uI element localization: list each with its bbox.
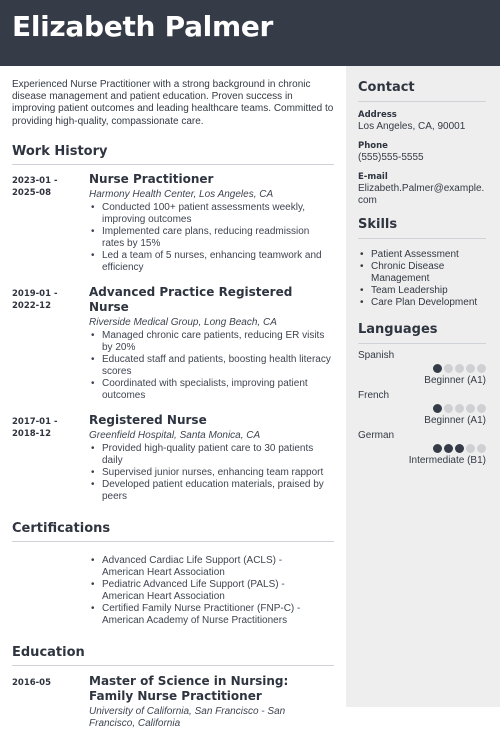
job-dates [12,172,89,274]
language-rating [433,444,486,453]
certification-item: • Certified Family Nurse Practitioner (FNP-C) - American Academy of Nurse Practitioners [89,603,321,627]
languages-title: Languages [358,322,438,337]
address-label: Address [358,110,397,120]
job-bullet: • Implemented care plans, reducing readmission rates by 15% [89,226,334,250]
language-item [358,350,488,386]
language-level: Beginner (A1) [424,375,486,386]
rating-dot-empty [444,404,453,413]
rating-dot-filled [433,404,442,413]
job-company: Harmony Health Center, Los Angeles, CA [89,188,274,200]
rating-dot-empty [477,364,486,373]
degree-title: Master of Science in Nursing: Family Nurse Practitioner [89,673,289,703]
professional-summary: Experienced Nurse Practitioner with a strong background in chronic disease management and patient education. Proven success in improving patient outcomes and leading healthcare teams. Committed to providing high-quality, compassionate care. [12,79,334,127]
skill-item: • Team Leadership [358,285,486,297]
job-bullet: • Conducted 100+ patient assessments weekly, improving outcomes [89,202,334,226]
skill-item: • Care Plan Development [358,297,486,309]
rating-dot-empty [455,364,464,373]
job-start-date: 2017-01 - [12,416,58,427]
job-company: Riverside Medical Group, Long Beach, CA [89,316,277,328]
rating-dot-empty [455,404,464,413]
job-start-date: 2023-01 - [12,175,58,186]
section-divider [12,541,334,542]
job-title: Nurse Practitioner [89,171,214,186]
job-bullet: • Developed patient education materials, praised by peers [89,479,334,503]
rating-dot-empty [477,404,486,413]
job-bullet: • Supervised junior nurses, enhancing team rapport [89,467,334,479]
main-column [12,66,334,730]
job-entry [12,285,334,402]
language-item [358,430,488,466]
job-bullet: • Provided high-quality patient care to 30 patients daily [89,443,334,467]
skill-item: • Chronic Disease Management [358,261,486,285]
certifications-title: Certifications [12,520,111,536]
candidate-name: Elizabeth Palmer [12,10,274,43]
job-company: Greenfield Hospital, Santa Monica, CA [89,429,261,441]
education-title: Education [12,644,85,660]
certification-item: • Pediatric Advanced Life Support (PALS) - American Heart Association [89,579,321,603]
section-divider [358,343,486,344]
certifications-section [12,521,334,627]
rating-dot-filled [433,364,442,373]
education-section [12,645,334,730]
job-entry [12,172,334,274]
resume-header [0,0,500,66]
rating-dot-empty [466,364,475,373]
work-history-section [12,144,334,503]
language-rating [433,364,486,373]
education-date: 2016-05 [12,677,52,688]
section-divider [358,238,486,239]
certification-item: • Advanced Cardiac Life Support (ACLS) - American Heart Association [89,555,321,579]
languages-section [358,322,486,344]
language-item [358,390,488,426]
rating-dot-empty [466,404,475,413]
school-name: University of California, San Francisco - San Francisco, California [89,705,286,729]
email-value[interactable] [358,183,486,207]
contact-title: Contact [358,80,415,95]
work-history-title: Work History [12,143,108,159]
job-end-date: 2025-08 [12,187,52,198]
rating-dot-empty [444,364,453,373]
job-bullet: • Managed chronic care patients, reducing ER visits by 20% [89,330,334,354]
skills-section [358,217,486,309]
rating-dot-filled [444,444,453,453]
rating-dot-empty [477,444,486,453]
email-line: Elizabeth.Palmer@example. [358,183,485,194]
education-entry [12,674,334,730]
rating-dot-filled [433,444,442,453]
section-divider [12,665,334,666]
job-end-date: 2022-12 [12,300,52,311]
contact-section [358,80,486,207]
job-entry [12,413,334,503]
language-name: German [358,430,395,441]
phone-value: (555)555-5555 [358,152,424,163]
job-end-date: 2018-12 [12,428,52,439]
rating-dot-filled [455,444,464,453]
language-level: Beginner (A1) [424,415,486,426]
job-bullet: • Led a team of 5 nurses, enhancing teamwork and efficiency [89,250,334,274]
job-start-date: 2019-01 - [12,288,58,299]
email-label: E-mail [358,172,388,182]
section-divider [12,164,334,165]
job-dates [12,413,89,503]
section-divider [358,101,486,102]
job-dates [12,285,89,402]
language-name: French [358,390,390,401]
job-title: Advanced Practice Registered Nurse [89,284,293,314]
job-bullet: • Educated staff and patients, boosting health literacy scores [89,354,334,378]
language-rating [433,404,486,413]
job-title: Registered Nurse [89,412,207,427]
skill-item: • Patient Assessment [358,249,486,261]
email-line: com [358,195,377,206]
skills-title: Skills [358,217,398,232]
language-level: Intermediate (B1) [408,455,486,466]
job-bullet: • Coordinated with specialists, improving patient outcomes [89,378,334,402]
address-value: Los Angeles, CA, 90001 [358,121,466,132]
rating-dot-empty [466,444,475,453]
phone-label: Phone [358,141,388,151]
language-name: Spanish [358,350,395,361]
